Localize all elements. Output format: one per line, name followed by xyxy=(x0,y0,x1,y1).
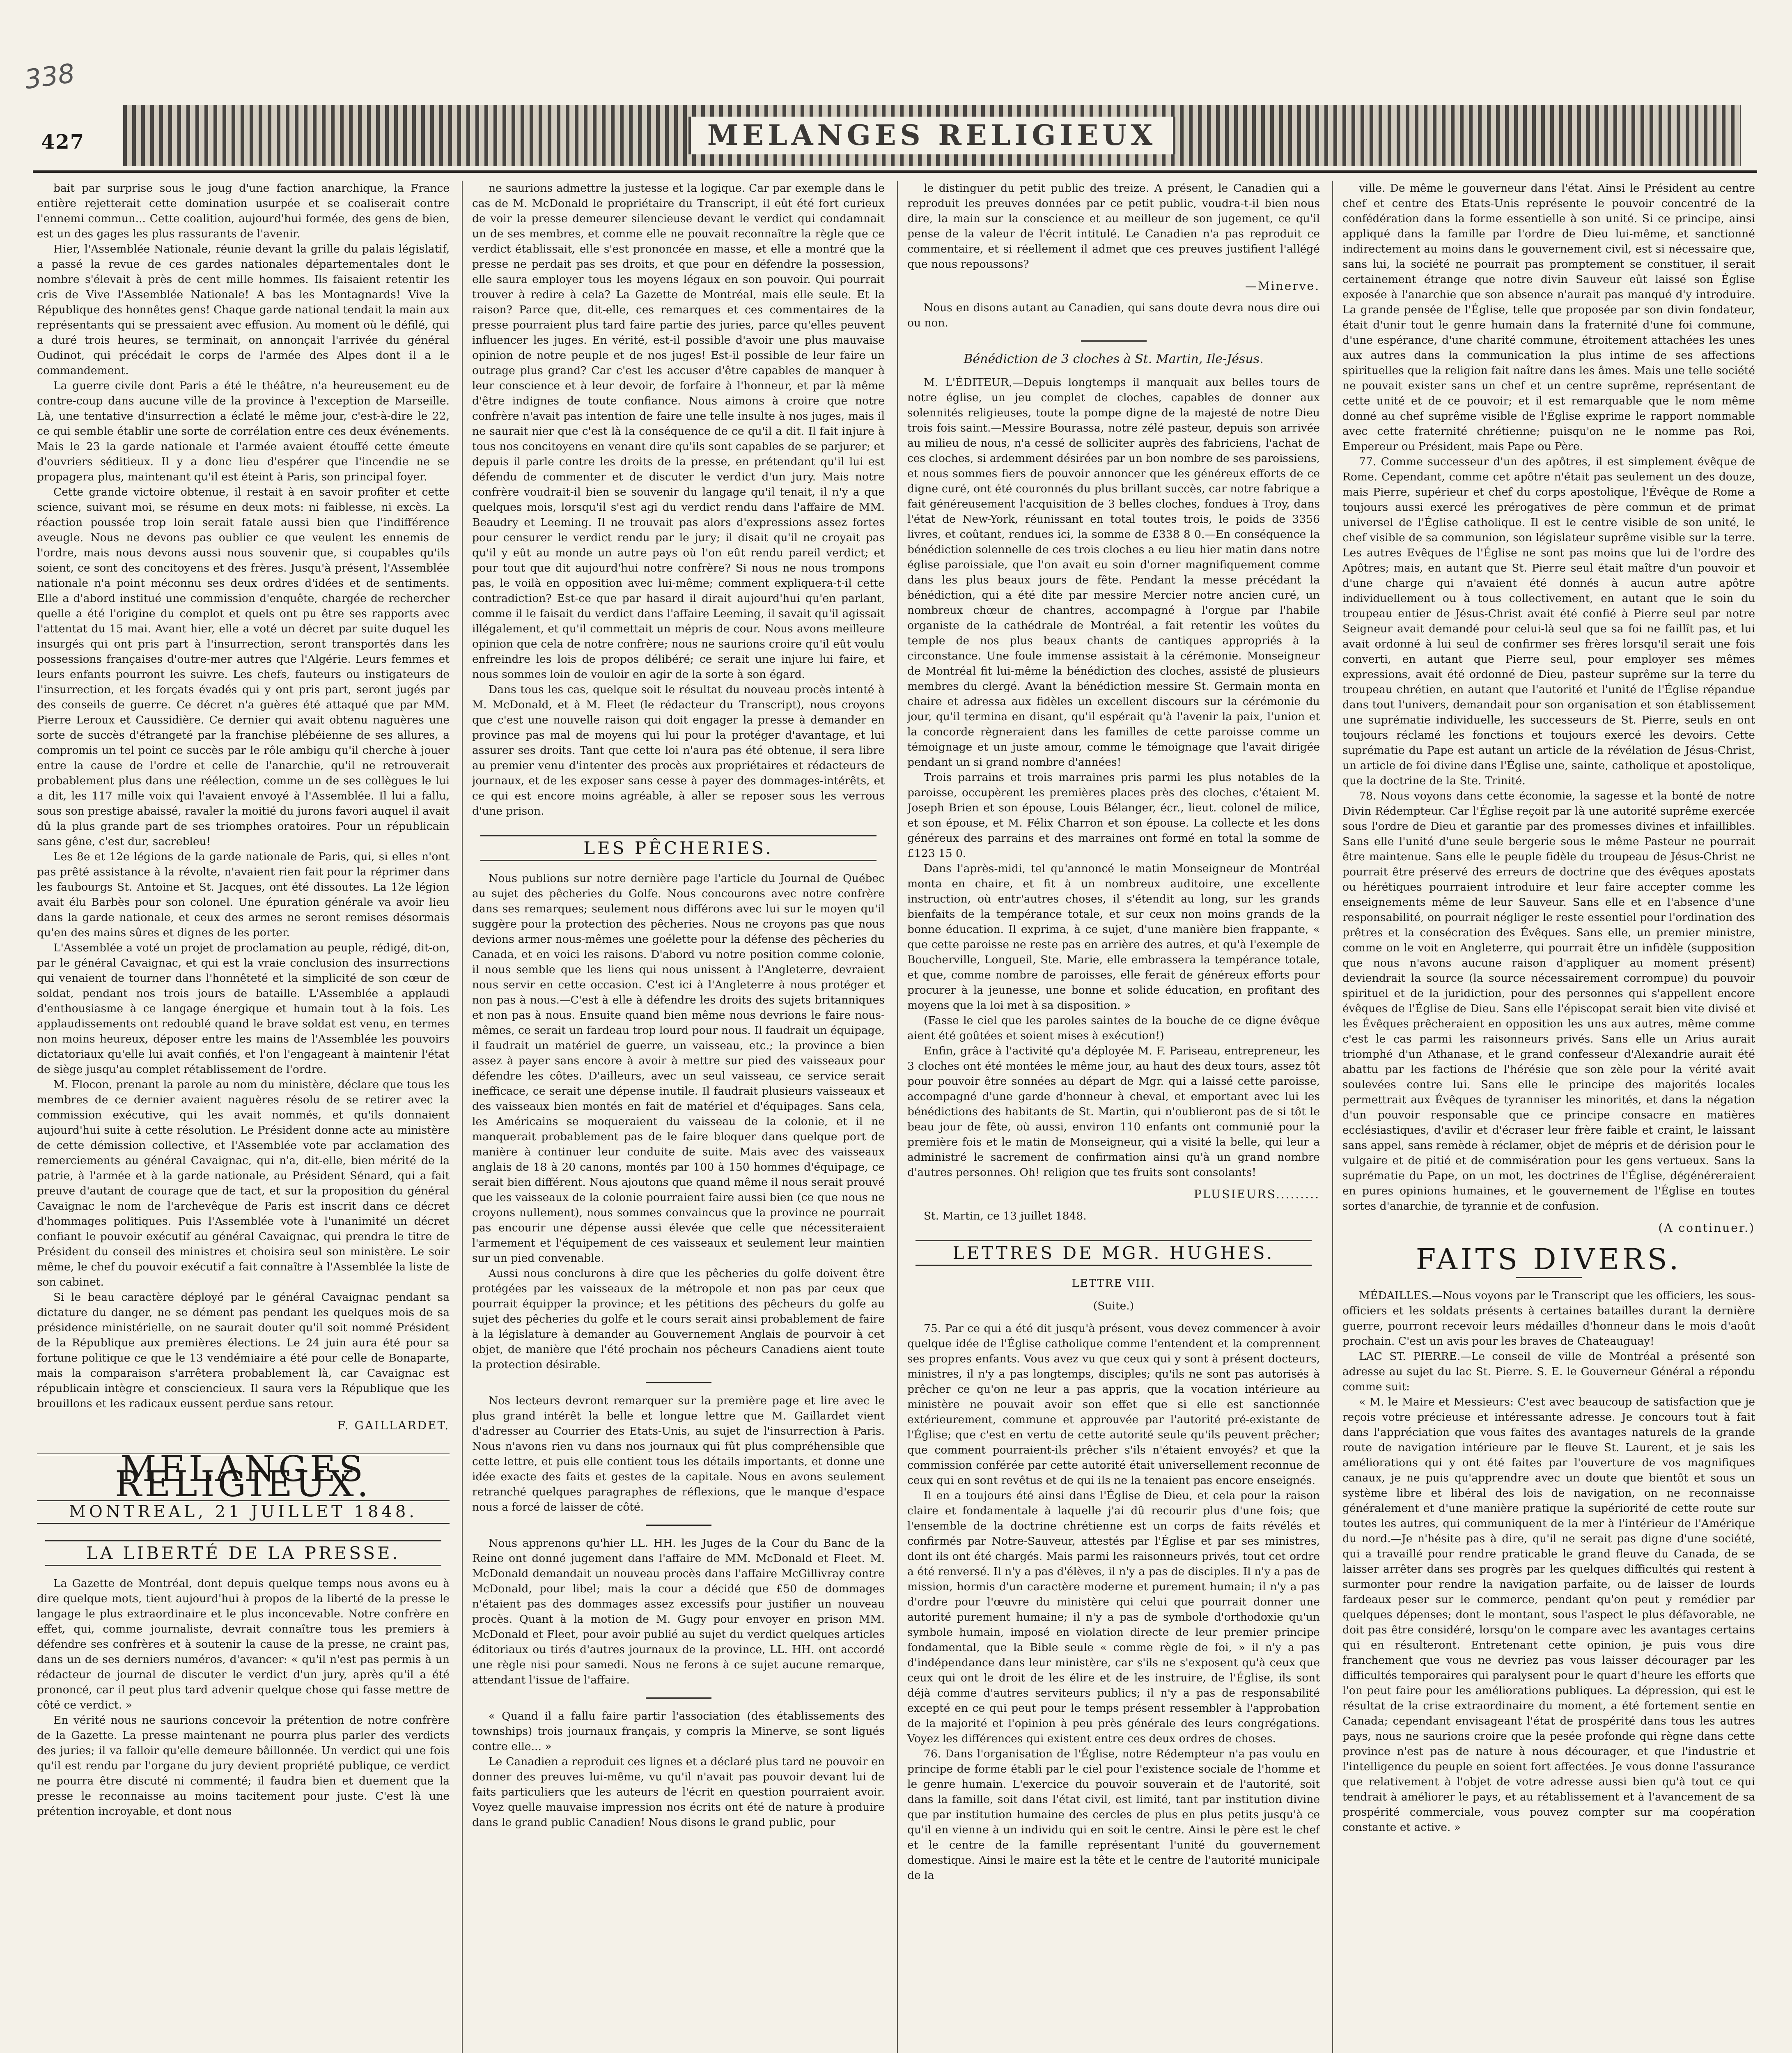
dateline: MONTREAL, 21 JUILLET 1848. xyxy=(37,1500,450,1524)
article-paragraph: Nous en disons autant au Canadien, qui sans doute devra nous dire oui ou non. xyxy=(907,301,1320,329)
masthead-title: MELANGES RELIGIEUX xyxy=(688,117,1175,154)
continuation-note: (A continuer.) xyxy=(1658,1221,1755,1235)
author-signature: PLUSIEURS......... xyxy=(1193,1187,1320,1201)
article-paragraph: La Gazette de Montréal, dont depuis quelque temps nous avons eu à dire quelque mots, tient aujourd'hui à propos de la liberté de la presse le langage le plus extraordinaire et le plus inconcevable. Notre confrère en effet, qui, comme journaliste, devrait connaître tous les premiers à défendre ses confrères et à soutenir la cause de la presse, ne craint pas, dans un de ses derniers numéros, d'avancer: « qu'il n'est pas permis à un rédacteur de journal de discuter le verdict d'un jury, après qu'il a été prononcé, car il peut plus tard advenir quelque chose qui fasse mettre de côté ce verdict. » xyxy=(37,1577,450,1711)
article-paragraph: ne saurions admettre la justesse et la logique. Car par exemple dans le cas de M. McDonald le propriétaire du Transcript, il eût été fort curieux de voir la presse demeurer silencieuse devant le verdict qui condamnait un de ses membres, et comme elle ne pouvait reconnaître la règle que ce verdict établissait, elle s'est prononcée en masse, et elle a montré que la presse ne perdait pas ses droits, et que pour en défendre la possession, elle saura employer tous les moyens légaux en son pouvoir. Qui pourrait trouver à redire à cela? La Gazette de Montréal, mais elle seule. Et la raison? Parce que, dit-elle, ces remarques et ces commentaires de la presse pourraient plus tard faire partie des juries, parce qu'elles peuvent influencer les juges. En vérité, est-il possible d'avoir une plus mauvaise opinion de notre peuple et de nos juges! Est-il possible de leur faire un outrage plus grand? Car c'est les accuser d'être capables de manquer à leur conscience et à leur devoir, de forfaire à l'honneur, et par là même d'être indignes de toute confiance. Nous aimons à croire que notre confrère n'avait pas intention de faire une telle insulte à nos juges, mais il ne saurait nier que c'est là la conséquence de ce qu'il a dit. Il fait injure à tous nos concitoyens en venant dire qu'ils sont capables de se parjurer; et depuis il parle contre les droits de la presse, en prétendant qu'il lui est défendu de commenter et de discuter le verdict d'un jury. Mais notre confrère voudrait-il bien se souvenir du langage qu'il tenait, il n'y a que quelques mois, lorsqu'il s'est agi du verdict rendu dans l'affaire de MM. Beaudry et Leeming. Il ne trouvait pas alors d'expressions assez fortes pour censurer le verdict rendu par le jury; il disait qu'il ne croyait pas qu'il y eût au monde un autre pays où l'on eût rendu pareil verdict; et pour tout que dit aujourd'hui notre confrère? Si nous ne nous trompons pas, le voilà en opposition avec lui-même; comment expliquera-t-il cette contradiction? Est-ce que par hasard il dirait aujourd'hui qu'en parlant, comme il le faisait du verdict dans l'affaire Leeming, il savait qu'il agissait illégalement, et qu'il commettait un mépris de cour. Nous avons meilleure opinion que cela de notre confrère; nous ne saurions croire qu'il eût voulu enfreindre les lois de propos délibéré; ce serait une injure lui faire, et nous sommes loin de vouloir en agir de la sorte à son égard. xyxy=(472,182,885,681)
article-paragraph: M. L'ÉDITEUR,—Depuis longtemps il manquait aux belles tours de notre église, un jeu complet de cloches, capables de donner aux solennités religieuses, toute la pompe digne de la majesté de notre Dieu trois fois saint.—Messire Bourassa, notre zélé pasteur, depuis son arrivée au milieu de nous, n'a cessé de solliciter auprès des fabriciens, l'achat de ces cloches, si ardemment désirées par un bon nombre de ses paroissiens, et nous sommes fiers de pouvoir annoncer que les généreux efforts de ce digne curé, ont été couronnés du plus brillant succès, car notre fabrique a fait généreusement l'acquisition de 3 belles cloches, fondues à Troy, dans l'état de New-York, réunissant en total toutes trois, le poids de 3356 livres, et coûtant, rendues ici, la somme de £338 8 0.—En conséquence la bénédiction solennelle de ces trois cloches a eu lieu hier matin dans notre église paroissiale, que l'on avait eu soin d'orner magnifiquement comme dans les plus beaux jours de fête. Pendant la messe précédant la bénédiction, qui a été dite par messire Mercier notre ancien curé, un nombreux chœur de chantres, accompagné à l'orgue par l'habile organiste de la cathédrale de Montréal, a fait retentir les voûtes du temple de nos plus beaux chants de cantiques appropriés à la circonstance. Une foule immense assistait à la cérémonie. Monseigneur de Montréal fit lui-même la bénédiction des cloches, assisté de plusieurs membres du clergé. Avant la bénédiction messire St. Germain monta en chaire et adressa aux fidèles un excellent discours sur la cérémonie du jour, qu'il termina en disant, qu'il espérait qu'à l'avenir la paix, l'union et la concorde règneraient dans les familles de cette paroisse comme un témoignage et un juste amour, comme le témoignage que l'avait dirigée pendant un si grand nombre d'années! xyxy=(907,376,1320,769)
continuation-note: (Suite.) xyxy=(1093,1300,1134,1312)
article-paragraph: Il en a toujours été ainsi dans l'Église de Dieu, et cela pour la raison claire et fondamentale à laquelle j'ai dû recourir plus d'une fois; que l'ensemble de la doctrine chrétienne est un corps de faits révélés et confirmés par Notre-Sauveur, attestés par l'Église et par ses ministres, dont ils ont été chargés. Mais parmi les raisonneurs privés, tout cet ordre a été renversé. Il n'y a pas d'élèves, il n'y a pas de disciples. Il n'y a pas de mission, hormis d'un caractère moderne et purement humain; il n'y a pas d'ordre pour l'œuvre du ministère qui celui que pourrait donner une autorité purement humaine; il n'y a pas de symbole d'orthodoxie qu'un symbole humain, imposé en violation directe de leur premier principe fondamental, que la Bible seule « comme règle de foi, » il n'y a pas d'indépendance dans leur ministère, car s'ils ne s'exposent qu'à ceux que ceux qui ont le droit de les élire et de les instruire, de l'Église, ils sont déjà comme d'autres serviteurs publics; il n'y a pas de responsabilité excepté en ce qui peut pour le temps présent ressembler à l'approbation de la majorité et l'opinion à peu près générale des leurs congrégations. Voyez les différences qui existent entre ces deux ordres de choses. xyxy=(907,1489,1320,1745)
column-divider xyxy=(462,181,463,2053)
article-paragraph: Dans l'après-midi, tel qu'annoncé le matin Monseigneur de Montréal monta en chaire, et fit à un nombreux auditoire, une excellente instruction, où entr'autres choses, il s'étendit au long, sur les grands bienfaits de la tempérance totale, et sur ceux non moins grands de la bonne éducation. Il exprima, à ce sujet, d'une manière bien frappante, « que cette paroisse ne reste pas en arrière des autres, et qu'à l'exemple de Boucherville, Longueil, Ste. Marie, elle embrassera la tempérance totale, et que, comme nombre de paroisses, elle ferait de généreux efforts pour procurer à la jeunesse, une bonne et solide éducation, en profitant des moyens que la loi met à sa disposition. » xyxy=(907,862,1320,1012)
masthead-banner xyxy=(123,105,1741,166)
letter-number: LETTRE VIII. xyxy=(1072,1277,1156,1290)
article-paragraph: Le Canadien a reproduit ces lignes et a déclaré plus tard ne pouvoir en donner des preuves lui-même, vu qu'il n'avait pas pouvoir devant lui de faits particuliers que les auteurs de l'écrit en question pourraient avoir. Voyez quelle mauvaise impression nos écrits ont été de nature à produire dans le grand public Canadien! Nous disons le grand public, pour xyxy=(472,1755,885,1829)
article-paragraph: M. Flocon, prenant la parole au nom du ministère, déclare que tous les membres de ce dernier avaient naguères résolu de se retirer avec la commission exécutive, qui les avait nommés, et qu'ils donnaient aujourd'hui suite à cette résolution. Le Président donne acte au ministère de cette démission collective, et l'Assemblée vote par acclamation des remerciements au général Cavaignac, qui n'a, dit-elle, bien mérité de la patrie, à l'armée et à la garde nationale, au Président Sénard, qui a fait preuve d'autant de courage que de tact, et sur la proposition du général Cavaignac le nom de l'archevêque de Paris est inscrit dans ce décret d'hommages politiques. Puis l'Assemblée vote à l'unanimité un décret confiant le pouvoir exécutif au général Cavaignac, qui prendra le titre de Président du conseil des ministres et choisira seul son ministère. Le soir même, le chef du pouvoir exécutif a fait connaître à l'Assemblée la liste de son cabinet. xyxy=(37,1078,450,1288)
column-3 xyxy=(907,181,1320,2053)
section-heading: LETTRES DE MGR. HUGHES. xyxy=(907,1240,1320,1266)
section-heading: LES PÊCHERIES. xyxy=(472,835,885,861)
article-paragraph: 77. Comme successeur d'un des apôtres, il est simplement évêque de Rome. Cependant, comme cet apôtre n'était pas seulement un des douze, mais Pierre, supérieur et chef du corps apostolique, l'Évêque de Rome a toujours aussi exercé les prérogatives de père commun et de primat universel de l'Église catholique. Il est le centre visible de son unité, le chef visible de sa communion, son législateur suprême visible sur la terre. Les autres Evêques de l'Église ne sont pas moins que lui de l'ordre des Apôtres; mais, en autant que St. Pierre seul était maître d'un pouvoir et d'une charge qui n'avaient été donnés à aucun autre apôtre individuellement ou à tous collectivement, en autant que le soin du troupeau entier de Jésus-Christ avait été confié à Pierre seul par notre Seigneur avait demandé pour celui-là seul que sa foi ne faillît pas, et lui avait ordonné à lui seul de confirmer ses frères lorsqu'il serait une fois converti, en autant que Pierre seul, pour employer ses mêmes expressions, avait été ordonné de Dieu, pasteur suprême sur la terre du troupeau chrétien, en autant que l'autorité et l'unité de l'Église répandue dans tout l'univers, demandait pour son organisation et son établissement une suprématie individuelle, les successeurs de St. Pierre, seuls en ont toujours réclamé les fonctions et toujours exercé les devoirs. Cette suprématie du Pape est autant un article de la révélation de Jésus-Christ, un article de foi divine dans l'Église une, sainte, catholique et apostolique, que la doctrine de la Ste. Trinité. xyxy=(1342,455,1755,787)
article-paragraph: Si le beau caractère déployé par le général Cavaignac pendant sa dictature du danger, ne se dément pas pendant les quelques mois de sa présidence ministérielle, on ne saurait douter qu'il soit nommé Président de la République aux premières élections. Le 24 juin aura été pour sa fortune politique ce que le 13 vendémiaire a été pour celle de Bonaparte, mais la comparaison s'arrêtera probablement là, car Cavaignac est républicain intègre et consciencieux. Il saura vers la République que les brouillons et les radicaux eussent perdue sans retour. xyxy=(37,1291,450,1410)
author-signature: F. GAILLARDET. xyxy=(337,1419,450,1432)
header-rule xyxy=(33,170,1757,173)
page-number: 427 xyxy=(41,131,85,154)
article-paragraph: Trois parrains et trois marraines pris parmi les plus notables de la paroisse, occupèrent les premières places près des cloches, c'étaient M. Joseph Brien et son épouse, Louis Bélanger, écr., lieut. colonel de milice, et son épouse, et M. Félix Charron et son épouse. La collecte et les dons généreux des parrains et des marraines ont formé en total la somme de £123 15 0. xyxy=(907,771,1320,860)
article-paragraph: Les 8e et 12e légions de la garde nationale de Paris, qui, si elles n'ont pas prêté assistance à la révolte, n'avaient rien fait pour la réprimer dans les faubourgs St. Antoine et St. Jacques, ont été dissoutes. La 12e légion avait élu Barbès pour son colonel. Une épuration générale va avoir lieu dans la garde nationale, et ceux des armes ne seront remises désormais qu'en des mains sûres et dignes de les porter. xyxy=(37,850,450,939)
handwritten-page-note: 338 xyxy=(23,58,77,96)
article-paragraph: « Quand il a fallu faire partir l'association (des établissements des townships) trois journaux français, y compris la Minerve, se sont ligués contre elle... » xyxy=(472,1710,885,1753)
source-credit: —Minerve. xyxy=(1245,279,1320,293)
article-paragraph: Nous publions sur notre dernière page l'article du Journal de Québec au sujet des pêcheries du Golfe. Nous concourons avec notre confrère dans ses remarques; seulement nous différons avec lui sur le moyen qu'il suggère pour la protection des pêcheries. Nous ne croyons pas que nous devions armer nous-mêmes une goélette pour la défense des pêcheries du Canada, et en voici les raisons. D'abord vu notre position comme colonie, il nous semble que les liens qui nous unissent à l'Angleterre, devraient nous servir en cette occasion. C'est ici à l'Angleterre à nous protéger et non pas à nous.—C'est à elle à défendre les droits des sujets britanniques et non pas à nous. Ensuite quand bien même nous devrions le faire nous-mêmes, ce serait un fardeau trop lourd pour nous. Il faudrait un équipage, il faudrait un matériel de guerre, un vaisseau, etc.; la province a bien assez à payer sans encore à avoir à mettre sur pied des vaisseaux pour défendre les côtes. D'ailleurs, avec un seul vaisseau, ce service serait inefficace, ce serait une dépense inutile. Il faudrait plusieurs vaisseaux et des vaisseaux bien montés en fait de matériel et d'équipages. Sans cela, les Américains se moqueraient du vaisseau de la colonie, et il ne manquerait probablement pas de le faire bloquer dans quelque port de manière à continuer leur conduite de suite. Mais avec des vaisseaux anglais de 18 à 20 canons, montés par 100 à 150 hommes d'équipage, ce serait bien différent. Nous ajoutons que quand même il nous serait prouvé que les vaisseaux de la colonie pourraient faire aussi bien (ce que nous ne croyons nullement), nous sommes convaincus que la province ne pourrait pas encourir une dépense aussi élevée que celle que nécessiteraient l'armement et l'équipement de ces vaisseaux et seulement leur maintien sur un pied convenable. xyxy=(472,872,885,1265)
article-paragraph: 78. Nous voyons dans cette économie, la sagesse et la bonté de notre Divin Rédempteur. Car l'Église reçoit par là une autorité suprême exercée sous l'ordre de Dieu et garantie par des promesses divines et infaillibles. Sans elle l'unité d'une seule bergerie sous le même Pasteur ne pourrait être maintenue. Sans elle le peuple fidèle du troupeau de Jésus-Christ ne pourrait être préservé des erreurs de doctrine que des évêques apostats ou hérétiques pourraient introduire et leur faire accepter comme les enseignements même de leur Sauveur. Sans elle et en l'absence d'une responsabilité, on pourrait négliger le reste essentiel pour l'ordination des prêtres et la consécration des Évêques. Sans elle, un premier ministre, comme on le voit en Angleterre, qui pourrait être un infidèle (supposition que nous n'avons aucune raison d'appliquer au moment présent) deviendrait la source (la source nécessairement corrompue) du pouvoir spirituel et de la juridiction, pour des personnes qui s'appellent encore évêques de l'Église de Dieu. Sans elle l'épiscopat serait bien vite divisé et les Évêques prêcheraient en opposition les uns aux autres, même comme c'est le cas parmi les raisonneurs privés. Sans elle un Arius aurait triomphé d'un Athanase, et le grand confesseur d'Alexandrie aurait été abattu par les factions de l'hérésie que son zèle pour la vérité avait soulevées contre lui. Sans elle le principe des majorités locales permettrait aux Évêques de tyranniser les minorités, et dans la négation d'un pouvoir responsable que ce principe consacre en matières ecclésiastiques, d'avilir et d'écraser leur frère faible et craint, le laissant sans appel, sans remède à réclamer, objet de mépris et de dérision pour le vulgaire et de pitié et de commisération pour les gens vertueux. Sans la suprématie du Pape, on un mot, les doctrines de l'Église, dégénéreraient en pures opinions humaines, et le gouvernement de l'Église en toutes sortes d'anarchie, de tyrannie et de confusion. xyxy=(1342,790,1755,1213)
article-paragraph: La guerre civile dont Paris a été le théâtre, n'a heureusement eu de contre-coup dans aucune ville de la province à l'exception de Marseille. Là, une tentative d'insurrection a éclaté le même jour, c'est-à-dire le 22, ce qui semble établir une sorte de corrélation entre ces deux événements. Mais le 23 la garde nationale et l'armée avaient étouffé cette émeute d'ouvriers séditieux. Il y a donc lieu d'espérer que l'incendie ne se propagera plus, maintenant qu'il est éteint à Paris, son principal foyer. xyxy=(37,379,450,483)
article-paragraph: 76. Dans l'organisation de l'Église, notre Rédempteur n'a pas voulu en principe de forme établi par le ciel pour l'existence sociale de l'homme et le genre humain. L'exercice du pouvoir souverain et de l'autorité, soit dans la famille, soit dans l'état civil, est limité, tant par institution divine que par institution humaine des cercles de plus en plus petits jusqu'à ce qu'il en vienne à un individu qui en soit le centre. Ainsi le père est le chef et le centre de la famille représentant l'unité du gouvernement domestique. Ainsi le maire est la tête et le centre de l'autorité municipale de la xyxy=(907,1748,1320,1882)
column-divider xyxy=(1332,181,1333,2053)
section-heading: Bénédiction de 3 cloches à St. Martin, Ile-Jésus. xyxy=(964,352,1264,366)
separator-rule xyxy=(646,1525,711,1526)
column-1 xyxy=(37,181,450,2053)
place-date: St. Martin, ce 13 juillet 1848. xyxy=(924,1210,1087,1222)
article-paragraph: ville. De même le gouverneur dans l'état. Ainsi le Président au centre chef et centre des Etats-Unis représente le pouvoir concentré de la confédération dans la forme essentielle à son unité. Si ce principe, ainsi appliqué dans la famille par l'ordre de Dieu lui-même, et sanctionné indirectement au moins dans le gouvernement civil, est si nécessaire que, sans lui, la société ne pourrait pas promptement se constituer, il serait certainement étrange que notre divin Sauveur eût laissé son Église exposée à l'anarchie que son absence n'aurait pas manqué d'y introduire. La grande pensée de l'Église, telle que proposée par son divin fondateur, était d'unir tout le genre humain dans la fraternité d'une foi commune, d'une espérance, d'une charité commune, étroitement attachées les unes aux autres dans la communication la plus intime de ses affections spirituelles que la religion fait naître dans les âmes. Mais une telle société ne pouvait exister sans un chef et un centre suprême, représentant de cette unité et de ce pouvoir; et il est remarquable que le nom même donné au chef suprême visible de l'Église exprime le rapport nommable avec cette fraternité chrétienne; puisqu'on ne le nomme pas Roi, Empereur ou Président, mais Pape ou Père. xyxy=(1342,182,1755,453)
separator-rule xyxy=(1081,340,1147,342)
section-heading: LA LIBERTÉ DE LA PRESSE. xyxy=(37,1540,450,1566)
section-heading: FAITS DIVERS. xyxy=(1416,1242,1682,1276)
article-paragraph: « M. le Maire et Messieurs: C'est avec beaucoup de satisfaction que je reçois votre précieuse et intéressante adresse. Je concours tout à fait dans l'appréciation que vous faites des avantages naturels de la grande route de navigation intérieure par le fleuve St. Laurent, et je sais les améliorations qui y ont été faites par l'ouverture de vos magnifiques canaux, je ne puis qu'apprendre avec un doute que bientôt et sous un système libre et libéral des lois de navigation, on ne reconnaisse généralement et d'une manière pratique la supériorité de cette route sur toutes les autres, qui communiquent de la mer à l'intérieur de l'Amérique du nord.—Je n'hésite pas à dire, qu'il ne serait pas digne d'une société, qui a travaillé pour rendre praticable le grand fleuve du Canada, de se laisser arrêter dans ses progrès par les quelques difficultés qui restent à surmonter pour rendre la navigation parfaite, ou de laisser de lourds fardeaux peser sur le commerce, pendant qu'on peut y remédier par quelques dépenses; dont le montant, sous l'aspect le plus défavorable, ne doit pas être considéré, lorsqu'on le compare avec les avantages certains qui en résulteront. Entretenant cette opinion, je puis vous dire franchement que vous ne devriez pas vous laisser décourager par les difficultés temporaires qui paralysent pour le quart d'heure les efforts que l'on peut faire pour les améliorations publiques. La dépression, qui est le résultat de la crise extraordinaire du moment, a été fortement sentie en Canada; cependant envisageant l'état de prospérité dans tous les autres pays, nous ne saurions croire que la pesée profonde qui règne dans cette province n'est pas de nature à nous décourager, et que l'industrie et l'intelligence du peuple en soient fort affectées. Je vous donne l'assurance que relativement à l'objet de votre adresse aussi bien qu'à tout ce qui tendrait à améliorer le pays, et au rétablissement et à l'avancement de sa prospérité commerciale, vous pouvez compter sur ma coopération constante et active. » xyxy=(1342,1396,1755,1834)
article-paragraph: MÉDAILLES.—Nous voyons par le Transcript que les officiers, les sous-officiers et les soldats présents à certaines batailles durant la dernière guerre, pourront recevoir leurs médailles d'honneur dans le mois d'août prochain. C'est un avis pour les braves de Chateauguay! xyxy=(1342,1289,1755,1348)
article-paragraph: Aussi nous conclurons à dire que les pêcheries du golfe doivent être protégées par les vaisseaux de la métropole et non pas par ceux que pourrait équipper la province; et les pétitions des pêcheurs du golfe au sujet des pêcheries du golfe et le cours serait ainsi probablement de faire à la législature à demander au Gouvernement Anglais de pourvoir à cet objet, de manière que l'été prochain nos pêcheurs Canadiens aient toute la protection désirable. xyxy=(472,1267,885,1371)
article-paragraph: Nos lecteurs devront remarquer sur la première page et lire avec le plus grand intérêt la belle et longue lettre que M. Gaillardet vient d'adresser au Courrier des Etats-Unis, au sujet de l'insurrection à Paris. Nous n'avons rien vu dans nos journaux qui fût plus compréhensible que cette lettre, et puis elle contient tous les détails importants, et donne une idée exacte des faits et gestes de la capitale. Nous en avons seulement retranché quelques paragraphes de réflexions, que le manque d'espace nous a forcé de laisser de côté. xyxy=(472,1394,885,1513)
article-paragraph: Dans tous les cas, quelque soit le résultat du nouveau procès intenté à M. McDonald, et à M. Fleet (le rédacteur du Transcript), nous croyons que c'est une nouvelle raison qui doit engager la presse à demander en province pas mal de moyens qui lui pour la protéger d'avantage, et lui assurer ses droits. Tant que cette loi n'aura pas été obtenue, il sera libre au premier venu d'intenter des procès aux propriétaires et rédacteurs de journaux, et de les exposer sans cesse à payer des dommages-intérêts, et ce qui est encore moins agréable, à aller se reposer sous les verrous d'une prison. xyxy=(472,683,885,818)
article-paragraph: 75. Par ce qui a été dit jusqu'à présent, vous devez commencer à avoir quelque idée de l'Église catholique comme l'entendent et la comprennent ses propres enfants. Vous avez vu que ceux qui y sont à présent docteurs, ministres, il n'y a pas longtemps, disciples; qu'ils ne sont pas autorisés à prêcher ce qu'on ne leur a pas appris, que la vocation intérieure au ministère ne pouvait avoir son effet que si elle est sanctionnée extérieurement, commune et approuvée par l'autorité pré-existante de l'Église; que c'est en vertu de cette autorité seule qu'ils peuvent prêcher; que comment pourraient-ils prêcher s'ils n'étaient envoyés? et que la commission conférée par cette autorité était universellement reconnue de ceux qui en sont revêtus et de qui ils ne la tenaient pas encore enseignés. xyxy=(907,1322,1320,1487)
article-paragraph: (Fasse le ciel que les paroles saintes de la bouche de ce digne évêque aient été goûtées et soient mises à exécution!) xyxy=(907,1014,1320,1042)
separator-rule xyxy=(646,1382,711,1383)
article-paragraph: le distinguer du petit public des treize. A présent, le Canadien qui a reproduit les preuves données par ce petit public, voudra-t-il bien nous dire, la main sur la conscience et au meilleur de son jugement, ce qu'il pense de la valeur de l'écrit intitulé. Le Canadien n'a pas reproduit ce commentaire, et si réellement il admet que ces preuves justifient l'allégé que nous repoussons? xyxy=(907,182,1320,271)
column-2 xyxy=(472,181,885,2053)
column-4 xyxy=(1342,181,1755,2053)
separator-rule xyxy=(646,1697,711,1699)
article-paragraph: En vérité nous ne saurions concevoir la prétention de notre confrère de la Gazette. La presse maintenant ne pourra plus parler des verdicts des juries; il va falloir qu'elle demeure bâillonnée. Un verdict qui une fois qu'il est rendu par l'organe du jury devient propriété publique, ce verdict ne pourra être discuté ni commenté; il faudra bien et duement que la presse le reconnaisse au moins tacitement pour juste. C'est là une prétention incroyable, et dont nous xyxy=(37,1714,450,1818)
article-paragraph: Hier, l'Assemblée Nationale, réunie devant la grille du palais législatif, a passé la revue de ces gardes nationales départementales dont le nombre s'élevait à près de cent mille hommes. Ils faisaient retentir les cris de Vive l'Assemblée Nationale! A bas les Montagnards! Vive la République des honnêtes gens! Chaque garde national tendait la main aux représentants qui se pressaient avec effusion. Au moment où le défilé, qui a duré trois heures, se terminait, on annonçait l'arrivée du général Oudinot, qui précédait le corps de l'armée des Alpes dont il a le commandement. xyxy=(37,243,450,377)
article-paragraph: Cette grande victoire obtenue, il restait à en savoir profiter et cette science, suivant moi, se résume en deux mots: ni faiblesse, ni excès. La réaction poussée trop loin serait fatale aussi bien que l'indifférence aveugle. Nous ne devons pas oublier ce que veulent les ennemis de l'ordre, mais nous devons aussi nous souvenir que, si coupables qu'ils soient, ce sont des concitoyens et des frères. Jusqu'à présent, l'Assemblée nationale n'a point méconnu ses deux ordres d'idées et de sentiments. Elle a d'abord institué une commission d'enquête, chargée de rechercher quelle a été l'origine du complot et quels ont pu être ses rapports avec l'attentat du 15 mai. Avant hier, elle a voté un décret par suite duquel les insurgés qui ont pris part à l'insurrection, seront transportés dans les possessions françaises d'outre-mer autres que l'Algérie. Leurs femmes et leurs enfants pourront les suivre. Les chefs, fauteurs ou instigateurs de l'insurrection, et les forçats évadés qui y ont pris part, seront jugés par des conseils de guerre. Ce décret n'a guères été attaqué que par MM. Pierre Leroux et Caussidière. Ce dernier qui avait obtenu naguères une sorte de succès d'étrangeté par la franchise plébéienne de ses allures, a compromis un tel point ce succès par le rôle ambigu qu'il cherche à jouer entre la cause de l'ordre et celle de l'anarchie, qu'il ne retrouverait probablement plus dans une réélection, comme un de ses collègues le lui a dit, les 117 mille voix qui l'avaient envoyé à l'Assemblée. Il lui a fallu, sous son prestige abaissé, ravaler la moitié du jurons favori auquel il avait dû la plus grande part de ses triomphes oratoires. Pour un républicain sans gêne, c'est dur, sacrebleu! xyxy=(37,486,450,848)
section-masthead: MELANGES RELIGIEUX. xyxy=(37,1454,450,1492)
article-paragraph: LAC ST. PIERRE.—Le conseil de ville de Montréal a présenté son adresse au sujet du lac St. Pierre. S. E. le Gouverneur Général a répondu comme suit: xyxy=(1342,1350,1755,1393)
article-paragraph: bait par surprise sous le joug d'une faction anarchique, la France entière rejetterait cette domination usurpée et se coaliserait contre l'ennemi commun... Cette coalition, aujourd'hui formée, des gens de bien, est un des gages les plus rassurants de l'avenir. xyxy=(37,182,450,240)
article-paragraph: Nous apprenons qu'hier LL. HH. les Juges de la Cour du Banc de la Reine ont donné jugement dans l'affaire de MM. McDonald et Fleet. M. McDonald demandait un nouveau procès dans l'affaire McGillivray contre McDonald, pour libel; mais la cour a décidé que £50 de dommages n'étaient pas des dommages assez excessifs pour justifier un nouveau procès. Quant à la motion de M. Gugy pour envoyer en prison MM. McDonald et Fleet, pour avoir publié au sujet du verdict quelques articles éditoriaux ou tirés d'autres journaux de la province, LL. HH. ont accordé une règle nisi pour samedi. Nous ne ferons à ce sujet aucune remarque, attendant l'issue de l'affaire. xyxy=(472,1537,885,1686)
column-divider xyxy=(897,181,898,2053)
separator-rule xyxy=(1516,1277,1582,1278)
article-paragraph: Enfin, grâce à l'activité qu'a déployée M. F. Pariseau, entrepreneur, les 3 cloches ont été montées le même jour, au haut des deux tours, assez tôt pour pouvoir être sonnées au départ de Mgr. qui a laissé cette paroisse, accompagné d'une garde d'honneur à cheval, et emportant avec lui les bénédictions des habitants de St. Martin, qui n'oublieront pas de si tôt le beau jour de fête, où aussi, environ 110 enfants ont communié pour la première fois et le matin de Monseigneur, qui a visité la belle, qui leur a administré le sacrement de confirmation ainsi qu'à un grand nombre d'autres personnes. Oh! religion que tes fruits sont consolants! xyxy=(907,1045,1320,1179)
article-paragraph: L'Assemblée a voté un projet de proclamation au peuple, rédigé, dit-on, par le général Cavaignac, et qui est la vraie conclusion des insurrections qui venaient de tourner dans l'honnêteté et la simplicité de son cœur de soldat, pendant nos trois jours de bataille. L'Assemblée a applaudi d'enthousiasme à ce langage énergique et humain tout à la fois. Les applaudissements ont redoublé quand le brave soldat est venu, en termes non moins heureux, déposer entre les mains de l'Assemblée les pouvoirs dictatoriaux qu'elle lui avait confiés, et l'on l'engageant à maintenir l'état de siège jusqu'au complet rétablissement de l'ordre. xyxy=(37,942,450,1076)
